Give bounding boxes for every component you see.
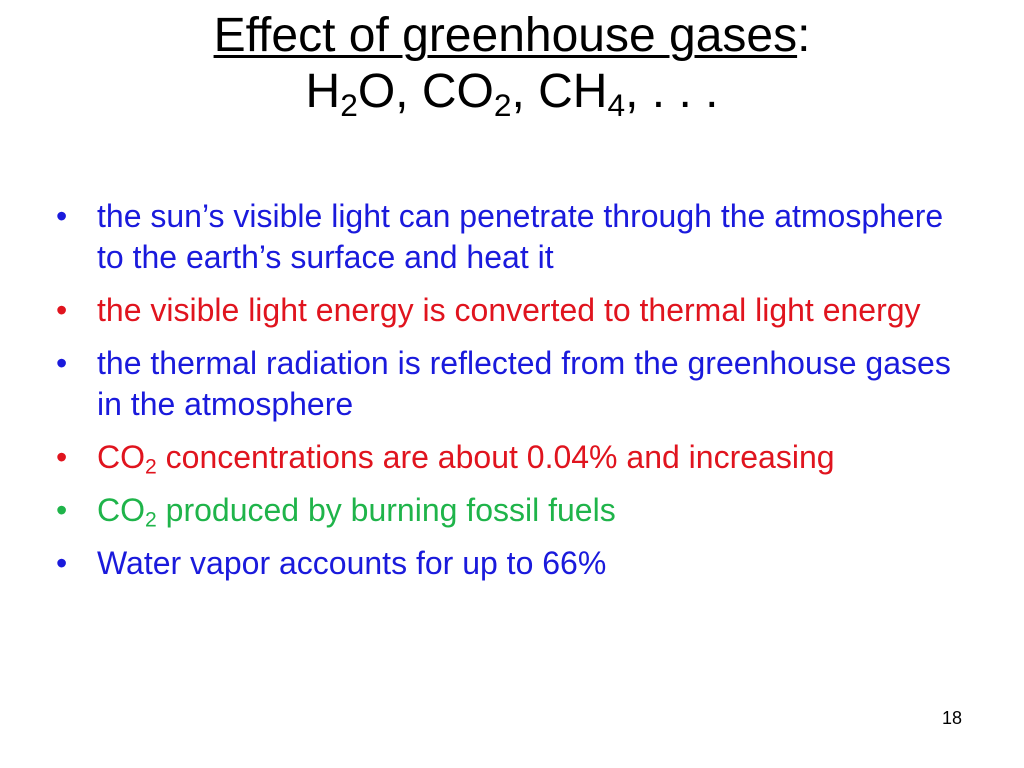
slide-title	[0, 8, 1024, 123]
formula-h2o-subscript: 2	[340, 86, 358, 123]
bullet-text: the thermal radiation is reflected from the greenhouse gases in the atmosphere	[97, 345, 951, 422]
bullet-dot: •	[56, 439, 68, 475]
bullet-dot: •	[56, 545, 68, 581]
bullet-dot: •	[56, 345, 68, 381]
bullet-item	[56, 437, 956, 478]
page-number: 18	[941, 708, 962, 728]
bullet-text: the sun’s visible light can penetrate through the atmosphere to the earth’s surface and heat it	[97, 198, 944, 275]
formula-subscript: 2	[145, 508, 157, 532]
bullet-text: concentrations are about 0.04% and increasing	[156, 439, 835, 475]
formula-subscript: 2	[145, 455, 157, 479]
bullet-item	[56, 290, 956, 331]
title-line-2	[0, 64, 1024, 123]
title-line-1	[0, 8, 1024, 64]
formula-ch: , CH	[511, 65, 608, 118]
title-colon: :	[797, 9, 811, 62]
formula-o-co: O, CO	[357, 65, 494, 118]
formula-h: H	[305, 65, 341, 118]
bullet-dot: •	[56, 198, 68, 234]
bullet-dot: •	[56, 492, 68, 528]
formula-ch4-subscript: 4	[607, 86, 626, 123]
bullet-list	[56, 196, 956, 596]
bullet-item	[56, 343, 956, 425]
formula-co: CO	[97, 439, 145, 475]
bullet-item	[56, 196, 956, 278]
bullet-item	[56, 490, 956, 531]
title-text: Effect of greenhouse gases	[213, 9, 798, 62]
bullet-text: Water vapor accounts for up to 66%	[97, 545, 607, 581]
formula-ellipsis: , . . .	[625, 65, 719, 118]
formula-co2-subscript: 2	[493, 86, 512, 123]
bullet-text: produced by burning fossil fuels	[156, 492, 616, 528]
bullet-dot: •	[56, 292, 68, 328]
bullet-item	[56, 543, 956, 584]
formula-co: CO	[97, 492, 145, 528]
bullet-text: the visible light energy is converted to thermal light energy	[97, 292, 921, 328]
